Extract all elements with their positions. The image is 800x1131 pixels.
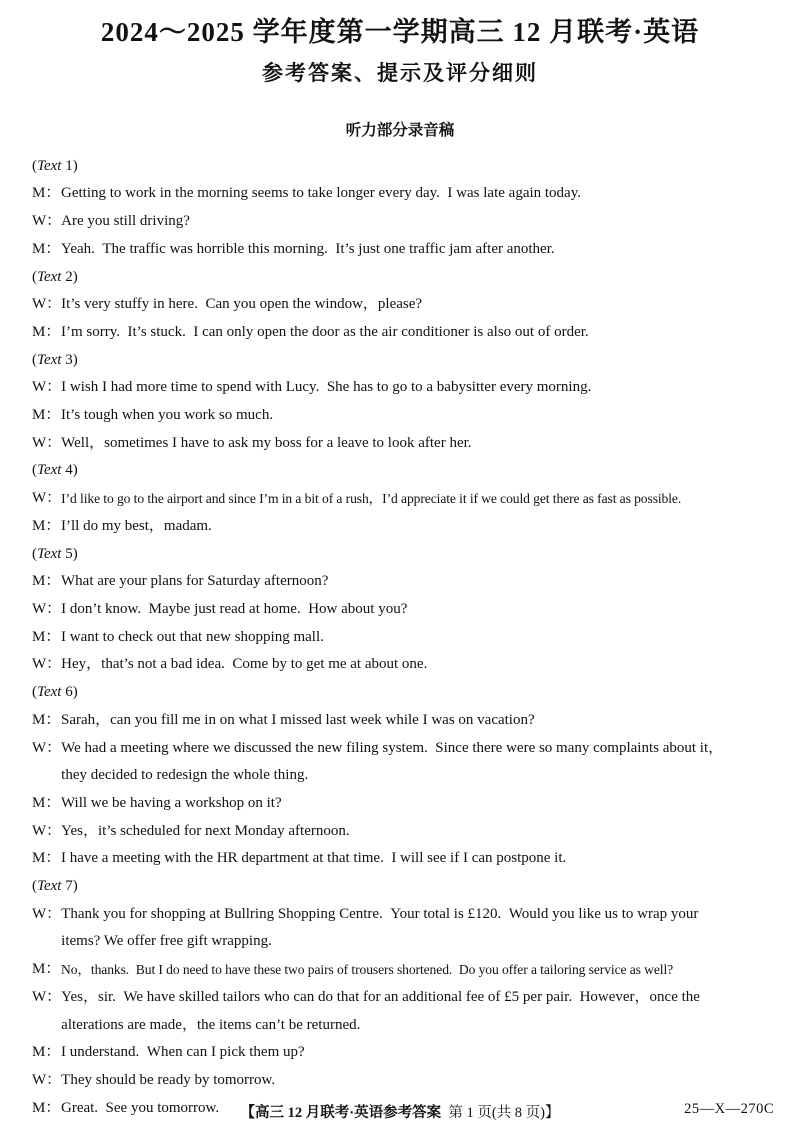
speaker-label: M： (32, 711, 61, 728)
dialogue-text-line: They should be ready by tomorrow. (61, 1071, 276, 1088)
dialogue-text (61, 901, 770, 956)
speaker-label: M： (32, 323, 61, 340)
dialogue-line (32, 790, 770, 818)
dialogue-text (61, 845, 770, 873)
dialogue-text-line: Thank you for shopping at Bullring Shopping Centre. Your total is £120. Would you like us to wrap your (61, 905, 699, 922)
dialogue-line (32, 735, 770, 790)
dialogue-line (32, 1067, 770, 1095)
speaker-label: M： (32, 961, 61, 978)
dialogue-line (32, 180, 770, 208)
speaker-label: W： (32, 296, 62, 313)
dialogue-text-line: Yeah. The traffic was horrible this morning. It’s just one traffic jam after another. (61, 240, 555, 257)
page-header (0, 0, 800, 140)
speaker-label: M： (32, 573, 61, 590)
dialogue-text (61, 374, 770, 402)
dialogue-text-line: I’m sorry. It’s stuck. I can only open the door as the air conditioner is also out of order. (61, 323, 589, 340)
speaker-label: M： (32, 517, 61, 534)
dialogue-line (32, 651, 770, 679)
dialogue-text-line: Getting to work in the morning seems to take longer every day. I was late again today. (61, 185, 581, 202)
dialogue-line (32, 208, 770, 236)
footer-paper-code: 25—X—270C (684, 1101, 774, 1117)
dialogue-text (61, 1039, 770, 1067)
dialogue-text-line: items? We offer free gift wrapping. (61, 933, 272, 950)
dialogue-text-line: I don’t know. Maybe just read at home. How about you? (61, 601, 408, 617)
dialogue-line (32, 485, 770, 513)
dialogue-text (61, 624, 770, 652)
speaker-label: M： (32, 628, 61, 645)
dialogue-text (61, 984, 770, 1039)
speaker-label: W： (32, 434, 62, 451)
dialogue-text-line: Well，sometimes I have to ask my boss for a leave to look after her. (61, 434, 472, 451)
text-heading: (Text 5) (32, 545, 78, 562)
dialogue-text-line: It’s tough when you work so much. (61, 407, 274, 424)
speaker-label: M： (32, 1044, 61, 1061)
dialogue-line (32, 596, 770, 624)
speaker-label: W： (32, 379, 62, 396)
dialogue-text (61, 402, 770, 430)
dialogue-text (61, 485, 770, 513)
dialogue-text-line: alterations are made，the items can’t be returned. (61, 1016, 361, 1033)
speaker-label: W： (32, 822, 62, 839)
speaker-label: M： (32, 794, 61, 811)
dialogue-text (61, 568, 770, 596)
dialogue-text (61, 707, 770, 735)
transcript (32, 153, 770, 1123)
dialogue-text (61, 735, 770, 790)
dialogue-text-line: I have a meeting with the HR department at that time. I will see if I can postpone it. (61, 850, 567, 867)
speaker-label: W： (32, 490, 62, 507)
speaker-label: M： (32, 407, 61, 424)
speaker-label: M： (32, 185, 61, 202)
dialogue-text-line: they decided to redesign the whole thing. (61, 767, 309, 784)
dialogue-line (32, 236, 770, 264)
dialogue-text (61, 651, 770, 679)
text-heading: (Text 6) (32, 684, 78, 701)
text-heading: (Text 7) (32, 878, 78, 895)
dialogue-text (61, 208, 770, 236)
dialogue-line (32, 624, 770, 652)
speaker-label: W： (32, 739, 62, 756)
dialogue-line (32, 513, 770, 541)
dialogue-line (32, 374, 770, 402)
section-heading: 听力部分录音稿 (345, 121, 455, 139)
speaker-label: W： (32, 905, 62, 922)
dialogue-text-line: We had a meeting where we discussed the new filing system. Since there were so many complaints about it， (61, 739, 724, 756)
speaker-label: W： (32, 213, 62, 230)
dialogue-text-line: I’ll do my best，madam. (61, 517, 212, 534)
dialogue-text (61, 430, 770, 458)
dialogue-text (61, 291, 770, 319)
dialogue-line (32, 568, 770, 596)
dialogue-text (61, 180, 770, 208)
dialogue-line (32, 818, 770, 846)
dialogue-text (61, 596, 770, 624)
text-heading: (Text 1) (32, 157, 78, 174)
text-heading: (Text 4) (32, 462, 78, 479)
dialogue-text (61, 513, 770, 541)
dialogue-text (61, 956, 770, 984)
dialogue-text-line: No，thanks. But I do need to have these two pairs of trousers shortened. Do you offer a tailoring service as well? (61, 962, 674, 978)
dialogue-text-line: What are your plans for Saturday afternoon? (61, 573, 329, 590)
footer-page-info (240, 1105, 559, 1121)
dialogue-text-line: I wish I had more time to spend with Lucy. She has to go to a babysitter every morning. (61, 379, 592, 396)
speaker-label: M： (32, 1099, 61, 1116)
dialogue-line (32, 984, 770, 1039)
speaker-label: W： (32, 601, 62, 617)
speaker-label: M： (32, 850, 61, 867)
dialogue-line (32, 901, 770, 956)
dialogue-text-line: I want to check out that new shopping mall. (61, 628, 324, 645)
dialogue-text (61, 1067, 770, 1095)
dialogue-line (32, 707, 770, 735)
exam-title: 2024～2025 学年度第一学期高三 12 月联考·英语 (100, 17, 700, 47)
dialogue-text (61, 818, 770, 846)
dialogue-line (32, 845, 770, 873)
dialogue-line (32, 291, 770, 319)
dialogue-text-line: I understand. When can I pick them up? (61, 1044, 305, 1061)
speaker-label: W： (32, 988, 62, 1005)
speaker-label: W： (32, 656, 62, 673)
speaker-label: M： (32, 240, 61, 257)
dialogue-text-line: Are you still driving? (61, 213, 190, 230)
dialogue-text-line: Sarah，can you fill me in on what I missed last week while I was on vacation? (61, 711, 535, 728)
dialogue-line (32, 319, 770, 347)
footer-page-number: 第 1 页(共 8 页)】 (441, 1105, 560, 1121)
text-heading: (Text 2) (32, 268, 78, 285)
dialogue-text-line: Hey，that’s not a bad idea. Come by to get me at about one. (61, 656, 428, 673)
speaker-label: W： (32, 1071, 62, 1088)
dialogue-text-line: I’d like to go to the airport and since I’m in a bit of a rush，I’d appreciate it if we could get there as fast as possible. (61, 491, 682, 507)
page-footer (0, 1101, 800, 1121)
dialogue-text (61, 319, 770, 347)
dialogue-text (61, 790, 770, 818)
dialogue-line (32, 1039, 770, 1067)
exam-subtitle: 参考答案、提示及评分细则 (262, 60, 538, 85)
dialogue-text-line: Yes，sir. We have skilled tailors who can do that for an additional fee of £5 per pair. However，once the (61, 988, 700, 1005)
dialogue-line (32, 956, 770, 984)
dialogue-text-line: It’s very stuffy in here. Can you open the window，please? (61, 296, 423, 313)
dialogue-text-line: Will we be having a workshop on it? (61, 794, 282, 811)
dialogue-text-line: Great. See you tomorrow. (61, 1099, 220, 1116)
dialogue-text-line: Yes，it’s scheduled for next Monday afternoon. (61, 822, 350, 839)
footer-exam-name: 【高三 12 月联考·英语参考答案 (240, 1105, 442, 1121)
dialogue-line (32, 430, 770, 458)
text-heading: (Text 3) (32, 351, 78, 368)
dialogue-text (61, 236, 770, 264)
dialogue-line (32, 402, 770, 430)
